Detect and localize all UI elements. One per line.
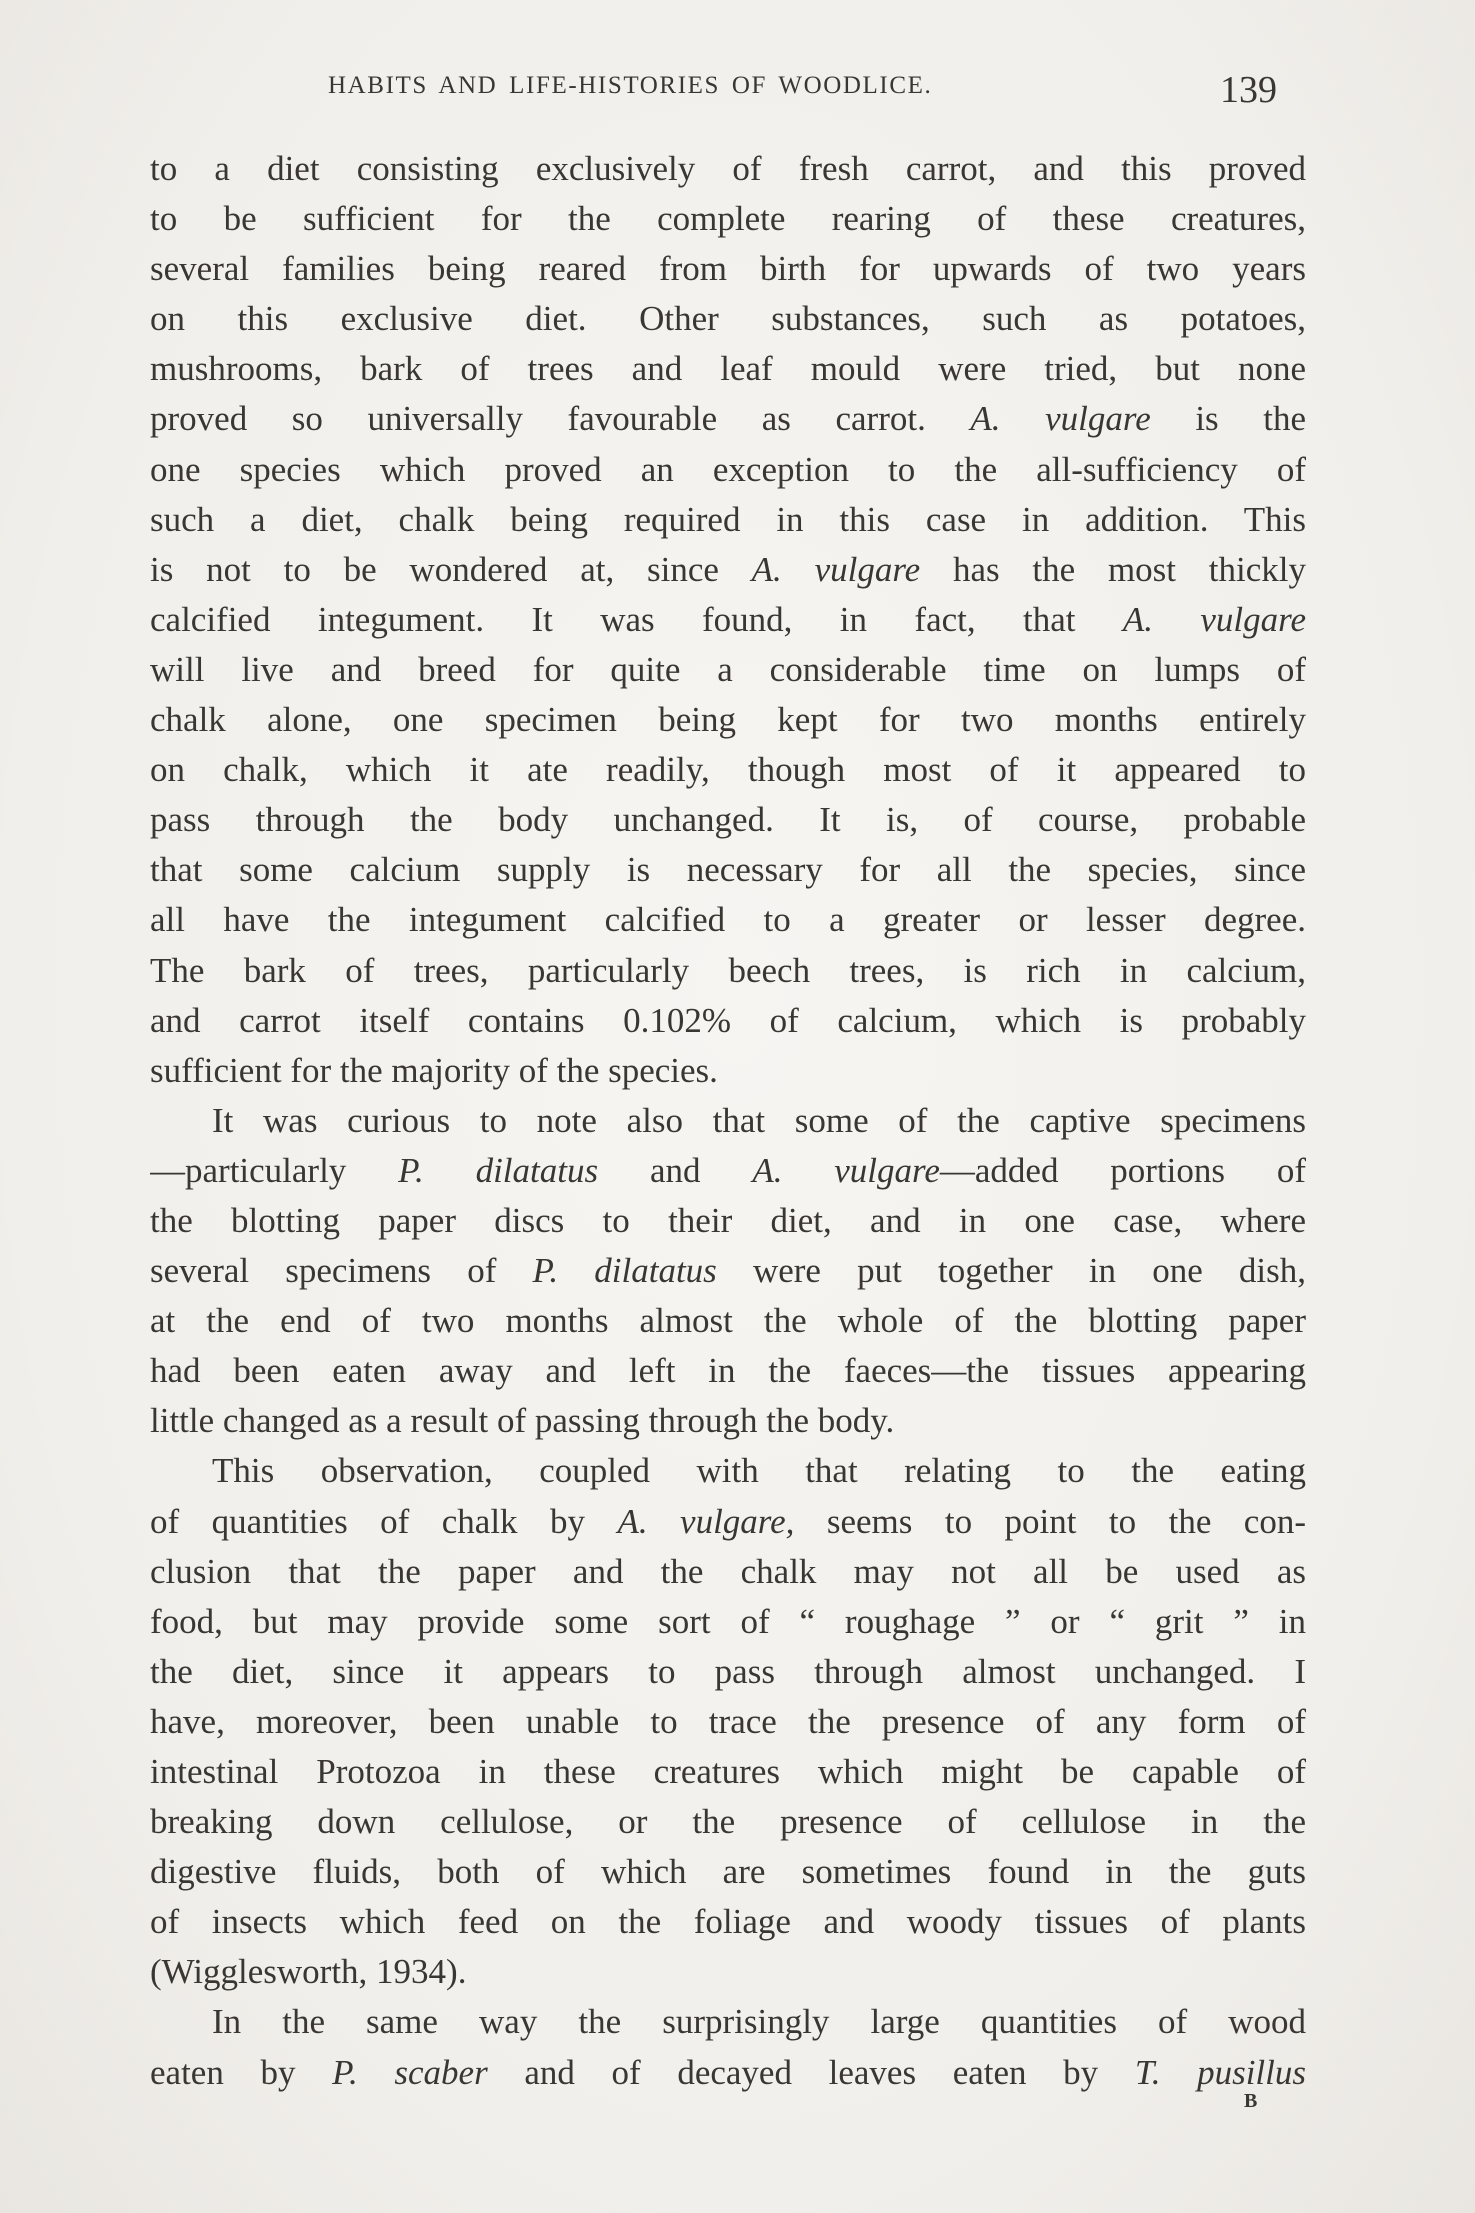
- text-line: [150, 1497, 1306, 1547]
- text-line: [150, 996, 1306, 1046]
- text-line: [150, 1346, 1306, 1396]
- text-segment: breaking down cellulose, or the presence of cellulose in the: [150, 1802, 1306, 1842]
- text-line: [150, 845, 1306, 895]
- text-segment: several families being reared from birth for upwards of two years: [150, 249, 1306, 289]
- text-segment: In the same way the surprisingly large quantities of wood: [212, 2002, 1306, 2042]
- text-segment: seems to point to the con-: [794, 1501, 1306, 1541]
- text-line: [150, 1997, 1306, 2047]
- italic-term: A. vulgare: [1122, 599, 1306, 639]
- text-line: [150, 2048, 1306, 2098]
- text-segment: is the: [1150, 399, 1306, 439]
- text-line: [150, 1396, 1306, 1446]
- text-line: [150, 695, 1306, 745]
- text-segment: were put together in one dish,: [716, 1251, 1306, 1291]
- text-line: [150, 1747, 1306, 1797]
- text-segment: and of decayed leaves eaten by: [487, 2052, 1135, 2092]
- text-line: [150, 645, 1306, 695]
- text-line: [150, 394, 1306, 444]
- text-line: [150, 1446, 1306, 1496]
- text-line: [150, 1146, 1306, 1196]
- text-segment: on chalk, which it ate readily, though most of it appeared to: [150, 750, 1306, 790]
- text-line: [150, 1697, 1306, 1747]
- text-line: [150, 745, 1306, 795]
- text-segment: and: [598, 1150, 753, 1190]
- text-segment: have, moreover, been unable to trace the presence of any form of: [150, 1701, 1306, 1741]
- text-line: [150, 1847, 1306, 1897]
- text-line: [150, 1797, 1306, 1847]
- text-line: [150, 1597, 1306, 1647]
- page-number: 139: [1220, 69, 1277, 111]
- italic-term: T. pusillus: [1134, 2052, 1306, 2092]
- text-line: [150, 294, 1306, 344]
- text-line: [150, 194, 1306, 244]
- text-line: [150, 244, 1306, 294]
- italic-term: A. vulgare: [970, 399, 1151, 439]
- text-segment: that some calcium supply is necessary for all the species, since: [150, 850, 1306, 890]
- text-line: [150, 344, 1306, 394]
- text-segment: proved so universally favourable as carrot.: [150, 399, 971, 439]
- text-line: [150, 495, 1306, 545]
- text-segment: The bark of trees, particularly beech trees, is rich in calcium,: [150, 950, 1306, 990]
- text-segment: had been eaten away and left in the faeces—the tissues appearing: [150, 1351, 1306, 1391]
- text-line: [150, 545, 1306, 595]
- text-segment: of quantities of chalk by: [150, 1501, 618, 1541]
- text-line: [150, 144, 1306, 194]
- text-segment: This observation, coupled with that relating to the eating: [212, 1451, 1306, 1491]
- text-segment: the diet, since it appears to pass through almost unchanged. I: [150, 1651, 1306, 1691]
- signature-mark: B: [1244, 2090, 1259, 2112]
- text-segment: the blotting paper discs to their diet, and in one case, where: [150, 1200, 1306, 1240]
- text-line: [150, 1947, 1306, 1997]
- text-line: [150, 895, 1306, 945]
- text-segment: one species which proved an exception to the all-sufficiency of: [150, 449, 1306, 489]
- body-text: [150, 144, 1306, 2098]
- running-head: HABITS AND LIFE-HISTORIES OF WOODLICE.: [328, 72, 933, 99]
- italic-term: P. dilatatus: [532, 1251, 717, 1291]
- text-segment: —added portions of: [939, 1150, 1306, 1190]
- italic-term: A. vulgare: [752, 1150, 940, 1190]
- text-line: [150, 1096, 1306, 1146]
- italic-term: A. vulgare: [751, 549, 921, 589]
- text-segment: on this exclusive diet. Other substances, such as potatoes,: [150, 299, 1306, 339]
- text-segment: and carrot itself contains 0.102% of calcium, which is probably: [150, 1000, 1306, 1040]
- text-line: [150, 1196, 1306, 1246]
- text-segment: several specimens of: [150, 1251, 533, 1291]
- text-segment: intestinal Protozoa in these creatures which might be capable of: [150, 1752, 1306, 1791]
- text-segment: at the end of two months almost the whole of the blotting paper: [150, 1301, 1306, 1341]
- italic-term: P. scaber: [332, 2052, 488, 2092]
- text-segment: pass through the body unchanged. It is, of course, probable: [150, 800, 1306, 840]
- text-segment: will live and breed for quite a considerable time on lumps of: [150, 649, 1306, 689]
- italic-term: P. dilatatus: [398, 1150, 599, 1190]
- text-segment: mushrooms, bark of trees and leaf mould were tried, but none: [150, 349, 1306, 389]
- text-line: [150, 595, 1306, 645]
- text-segment: such a diet, chalk being required in this case in addition. This: [150, 499, 1306, 539]
- text-segment: calcified integument. It was found, in fact, that: [150, 599, 1123, 639]
- text-segment: is not to be wondered at, since: [150, 549, 752, 589]
- text-segment: all have the integument calcified to a greater or lesser degree.: [150, 900, 1306, 940]
- text-segment: has the most thickly: [920, 549, 1306, 589]
- text-line: [150, 1897, 1306, 1947]
- text-line: [150, 1046, 1306, 1096]
- text-line: [150, 795, 1306, 845]
- text-segment: to a diet consisting exclusively of fresh carrot, and this proved: [150, 149, 1306, 188]
- text-segment: digestive fluids, both of which are sometimes found in the guts: [150, 1852, 1306, 1892]
- text-segment: to be sufficient for the complete rearing of these creatures,: [150, 199, 1306, 239]
- text-segment: of insects which feed on the foliage and woody tissues of plants: [150, 1902, 1306, 1942]
- text-line: [150, 1647, 1306, 1697]
- text-line: [150, 946, 1306, 996]
- text-line: [150, 1296, 1306, 1346]
- text-segment: food, but may provide some sort of “ roughage ” or “ grit ” in: [150, 1601, 1306, 1641]
- text-segment: sufficient for the majority of the species.: [150, 1050, 718, 1090]
- italic-term: A. vulgare,: [617, 1501, 795, 1541]
- text-segment: (Wigglesworth, 1934).: [150, 1952, 467, 1992]
- text-segment: little changed as a result of passing through the body.: [150, 1401, 895, 1441]
- text-segment: —particularly: [150, 1150, 399, 1190]
- text-segment: eaten by: [150, 2052, 333, 2092]
- text-line: [150, 1547, 1306, 1597]
- text-segment: clusion that the paper and the chalk may not all be used as: [150, 1551, 1306, 1591]
- text-line: [150, 445, 1306, 495]
- text-segment: chalk alone, one specimen being kept for two months entirely: [150, 700, 1306, 740]
- text-segment: It was curious to note also that some of the captive specimens: [212, 1100, 1306, 1140]
- text-line: [150, 1246, 1306, 1296]
